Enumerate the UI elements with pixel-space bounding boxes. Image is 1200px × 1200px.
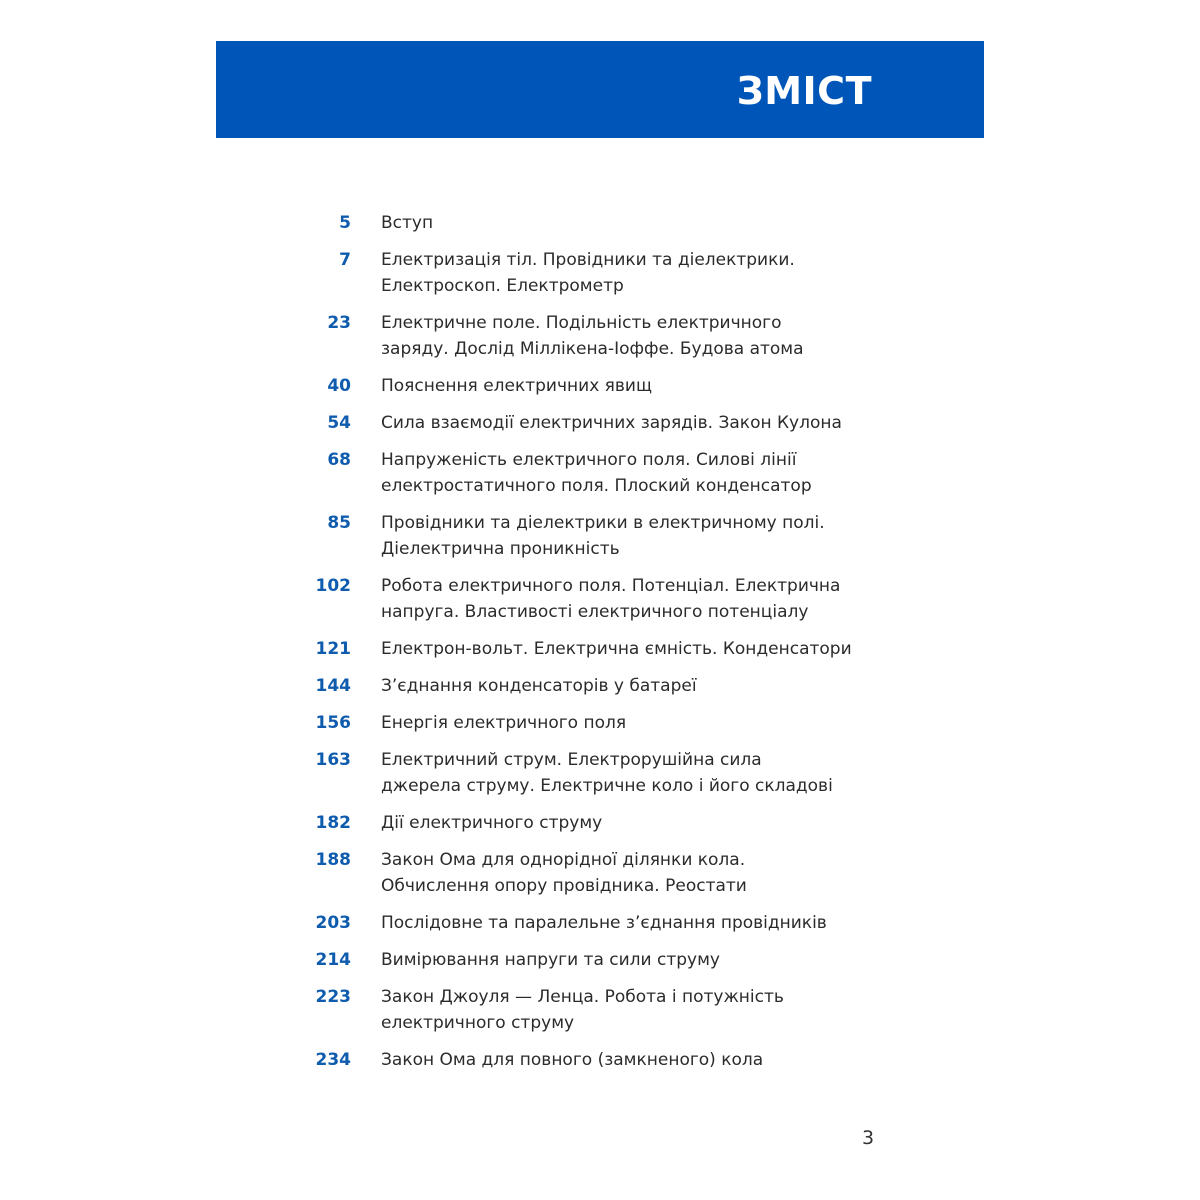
toc-entry-title-line: Електрон-вольт. Електрична ємність. Конденсатори [381,639,852,659]
toc-entry-title-line: Дії електричного струму [381,813,603,833]
toc-entry-title-line: Вступ [381,213,434,233]
toc-entry[interactable] [300,373,900,399]
toc-page-number: 188 [315,850,351,870]
toc-page-number: 214 [315,950,351,970]
toc-entry[interactable] [300,247,900,299]
toc-entry[interactable] [300,984,900,1036]
toc-page-number: 234 [315,1050,351,1070]
toc-page-number: 5 [339,213,351,233]
toc-entry[interactable] [300,847,900,899]
toc-entry[interactable] [300,636,900,662]
toc-entry-title-line: Енергія електричного поля [381,713,627,733]
toc-entry-title-line: Закон Ома для однорідної ділянки кола. [381,850,746,870]
toc-page-number: 7 [339,250,351,270]
toc-page-number: 223 [315,987,351,1007]
toc-page-number: 102 [315,576,351,596]
toc-entry-title-line: Електроскоп. Електрометр [381,276,624,296]
toc-entry-title-line: Сила взаємодії електричних зарядів. Закон Кулона [381,413,842,433]
toc-entry-title-line: Пояснення електричних явищ [381,376,652,396]
page-number: 3 [862,1127,875,1149]
toc-entry-title-line: Діелектрична проникність [381,539,620,559]
toc-entry[interactable] [300,447,900,499]
toc-entry[interactable] [300,910,900,936]
table-of-contents [300,210,900,1084]
toc-entry-title-line: Обчислення опору провідника. Реостати [381,876,747,896]
toc-page-number: 40 [327,376,351,396]
toc-entry-title-line: напруга. Властивості електричного потенціалу [381,602,809,622]
toc-entry[interactable] [300,210,900,236]
toc-entry-title-line: З’єднання конденсаторів у батареї [381,676,697,696]
header-band [216,41,984,138]
toc-page-number: 203 [315,913,351,933]
toc-entry[interactable] [300,710,900,736]
toc-page-number: 121 [315,639,351,659]
toc-page-number: 163 [315,750,351,770]
toc-page-number: 68 [327,450,351,470]
page-title: ЗМІСТ [736,69,872,113]
toc-entry[interactable] [300,947,900,973]
toc-page-number: 182 [315,813,351,833]
toc-page-number: 54 [327,413,351,433]
toc-entry-title-line: Робота електричного поля. Потенціал. Електрична [381,576,841,596]
toc-entry-title-line: Закон Джоуля — Ленца. Робота і потужність [381,987,784,1007]
toc-entry-title-line: Електричне поле. Подільність електричного [381,313,782,333]
toc-entry-title-line: джерела струму. Електричне коло і його складові [381,776,833,796]
toc-entry[interactable] [300,1047,900,1073]
toc-page-number: 23 [327,313,351,333]
toc-page-number: 144 [315,676,351,696]
toc-entry-title-line: Провідники та діелектрики в електричному полі. [381,513,825,533]
toc-entry-title-line: Електричний струм. Електрорушійна сила [381,750,762,770]
toc-entry-title-line: Напруженість електричного поля. Силові лінії [381,450,797,470]
toc-entry-title-line: Закон Ома для повного (замкненого) кола [381,1050,764,1070]
toc-page-number: 85 [327,513,351,533]
toc-entry[interactable] [300,410,900,436]
toc-entry[interactable] [300,510,900,562]
toc-page-number: 156 [315,713,351,733]
toc-entry-title-line: електричного струму [381,1013,575,1033]
toc-entry[interactable] [300,810,900,836]
toc-entry-title-line: Вимірювання напруги та сили струму [381,950,720,970]
toc-entry-title-line: Послідовне та паралельне з’єднання провідників [381,913,827,933]
toc-entry[interactable] [300,747,900,799]
toc-entry[interactable] [300,573,900,625]
toc-entry[interactable] [300,310,900,362]
toc-entry-title-line: електростатичного поля. Плоский конденсатор [381,476,812,496]
toc-entry[interactable] [300,673,900,699]
toc-entry-title-line: Електризація тіл. Провідники та діелектрики. [381,250,795,270]
toc-entry-title-line: заряду. Дослід Міллікена-Іоффе. Будова атома [381,339,804,359]
